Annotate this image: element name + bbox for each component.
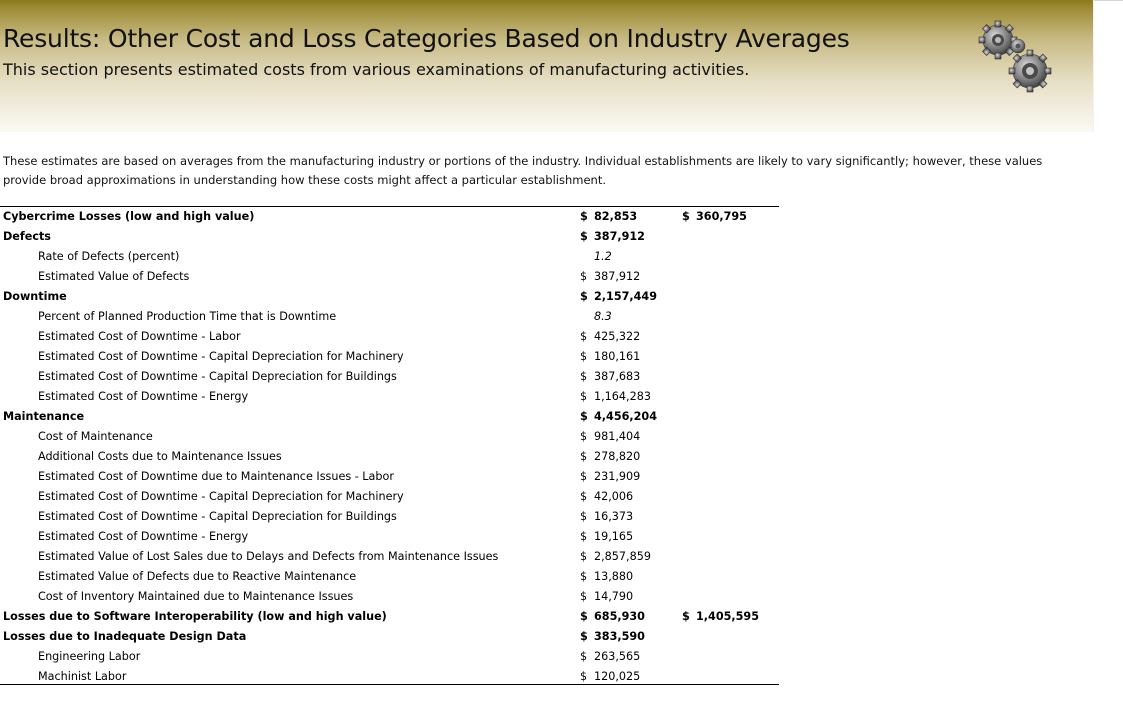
currency-symbol: $ [580, 270, 588, 283]
table-row [0, 247, 779, 267]
currency-symbol: $ [580, 330, 588, 343]
currency-symbol: $ [580, 510, 588, 523]
currency-symbol: $ [580, 390, 588, 403]
currency-symbol: $ [580, 290, 588, 303]
currency-symbol: $ [580, 590, 588, 603]
currency-symbol: $ [580, 410, 588, 423]
low-value: 231,909 [594, 470, 641, 483]
percent-value: 1.2 [594, 250, 612, 263]
gears-icon [972, 20, 1058, 94]
row-label: Estimated Cost of Downtime - Energy [38, 530, 249, 543]
low-value: 180,161 [594, 350, 641, 363]
low-value: 19,165 [594, 530, 634, 543]
table-row [0, 207, 779, 227]
currency-symbol: $ [580, 610, 588, 623]
table-row [0, 487, 779, 507]
table-row [0, 227, 779, 247]
currency-symbol: $ [682, 610, 690, 623]
table-row [0, 447, 779, 467]
low-value: 981,404 [594, 430, 641, 443]
row-label: Estimated Cost of Downtime - Energy [38, 390, 249, 403]
table-row [0, 287, 779, 307]
row-label: Maintenance [3, 410, 85, 423]
currency-symbol: $ [580, 490, 588, 503]
table-row [0, 407, 779, 427]
row-label: Downtime [3, 290, 67, 303]
high-value: 360,795 [696, 210, 747, 223]
currency-symbol: $ [580, 470, 588, 483]
currency-symbol: $ [580, 630, 588, 643]
currency-symbol: $ [580, 350, 588, 363]
table-row [0, 387, 779, 407]
page-subtitle: This section presents estimated costs from various examinations of manufacturing activities. [3, 60, 750, 79]
low-value: 685,930 [594, 610, 645, 623]
table-row [0, 607, 779, 627]
currency-symbol: $ [580, 670, 588, 683]
intro-text: These estimates are based on averages from the manufacturing industry or portions of the industry. Individual establishments are likely to vary significantly; however, these values provide broad approximations in understanding how these costs might affect a particular establishment. [3, 154, 1043, 187]
table-row [0, 567, 779, 587]
row-label: Losses due to Inadequate Design Data [3, 630, 247, 643]
low-value: 387,912 [594, 230, 645, 243]
row-label: Machinist Labor [38, 670, 127, 683]
currency-symbol: $ [580, 570, 588, 583]
currency-symbol: $ [580, 450, 588, 463]
low-value: 2,157,449 [594, 290, 657, 303]
low-value: 1,164,283 [594, 390, 651, 403]
table-row [0, 547, 779, 567]
low-value: 120,025 [594, 670, 641, 683]
row-label: Estimated Cost of Downtime due to Maintenance Issues - Labor [38, 470, 394, 483]
table-bottom-border [0, 684, 779, 685]
currency-symbol: $ [580, 550, 588, 563]
row-label: Estimated Cost of Downtime - Capital Depreciation for Buildings [38, 510, 397, 523]
table-row [0, 587, 779, 607]
banner-edge [1093, 0, 1094, 132]
row-label: Cost of Maintenance [38, 430, 153, 443]
high-value: 1,405,595 [696, 610, 759, 623]
low-value: 425,322 [594, 330, 641, 343]
row-label: Estimated Cost of Downtime - Capital Depreciation for Machinery [38, 490, 404, 503]
table-row [0, 367, 779, 387]
table-row [0, 507, 779, 527]
low-value: 387,912 [594, 270, 641, 283]
currency-symbol: $ [580, 650, 588, 663]
low-value: 13,880 [594, 570, 634, 583]
row-label: Cost of Inventory Maintained due to Maintenance Issues [38, 590, 354, 603]
row-label: Additional Costs due to Maintenance Issues [38, 450, 282, 463]
table-row [0, 527, 779, 547]
page-title: Results: Other Cost and Loss Categories Based on Industry Averages [3, 24, 850, 53]
table-row [0, 647, 779, 667]
low-value: 263,565 [594, 650, 641, 663]
low-value: 387,683 [594, 370, 641, 383]
percent-value: 8.3 [594, 310, 612, 323]
currency-symbol: $ [580, 370, 588, 383]
low-value: 16,373 [594, 510, 634, 523]
low-value: 14,790 [594, 590, 634, 603]
low-value: 82,853 [594, 210, 638, 223]
row-label: Losses due to Software Interoperability (low and high value) [3, 610, 387, 623]
low-value: 278,820 [594, 450, 641, 463]
row-label: Estimated Cost of Downtime - Capital Depreciation for Buildings [38, 370, 397, 383]
row-label: Rate of Defects (percent) [38, 250, 180, 263]
currency-symbol: $ [682, 210, 690, 223]
row-label: Cybercrime Losses (low and high value) [3, 210, 255, 223]
table-row [0, 307, 779, 327]
results-table [0, 207, 779, 687]
row-label: Estimated Value of Defects due to Reactive Maintenance [38, 570, 357, 583]
row-label: Estimated Cost of Downtime - Capital Depreciation for Machinery [38, 350, 404, 363]
row-label: Percent of Planned Production Time that is Downtime [38, 310, 337, 323]
low-value: 42,006 [594, 490, 634, 503]
currency-symbol: $ [580, 230, 588, 243]
currency-symbol: $ [580, 530, 588, 543]
currency-symbol: $ [580, 430, 588, 443]
row-label: Estimated Value of Lost Sales due to Delays and Defects from Maintenance Issues [38, 550, 499, 563]
table-row [0, 267, 779, 287]
row-label: Defects [3, 230, 51, 243]
row-label: Engineering Labor [38, 650, 141, 663]
table-row [0, 427, 779, 447]
row-label: Estimated Value of Defects [38, 270, 190, 283]
table-row [0, 627, 779, 647]
row-label: Estimated Cost of Downtime - Labor [38, 330, 241, 343]
currency-symbol: $ [580, 210, 588, 223]
low-value: 2,857,859 [594, 550, 651, 563]
low-value: 4,456,204 [594, 410, 657, 423]
table-row [0, 327, 779, 347]
low-value: 383,590 [594, 630, 645, 643]
table-row [0, 467, 779, 487]
table-row [0, 347, 779, 367]
